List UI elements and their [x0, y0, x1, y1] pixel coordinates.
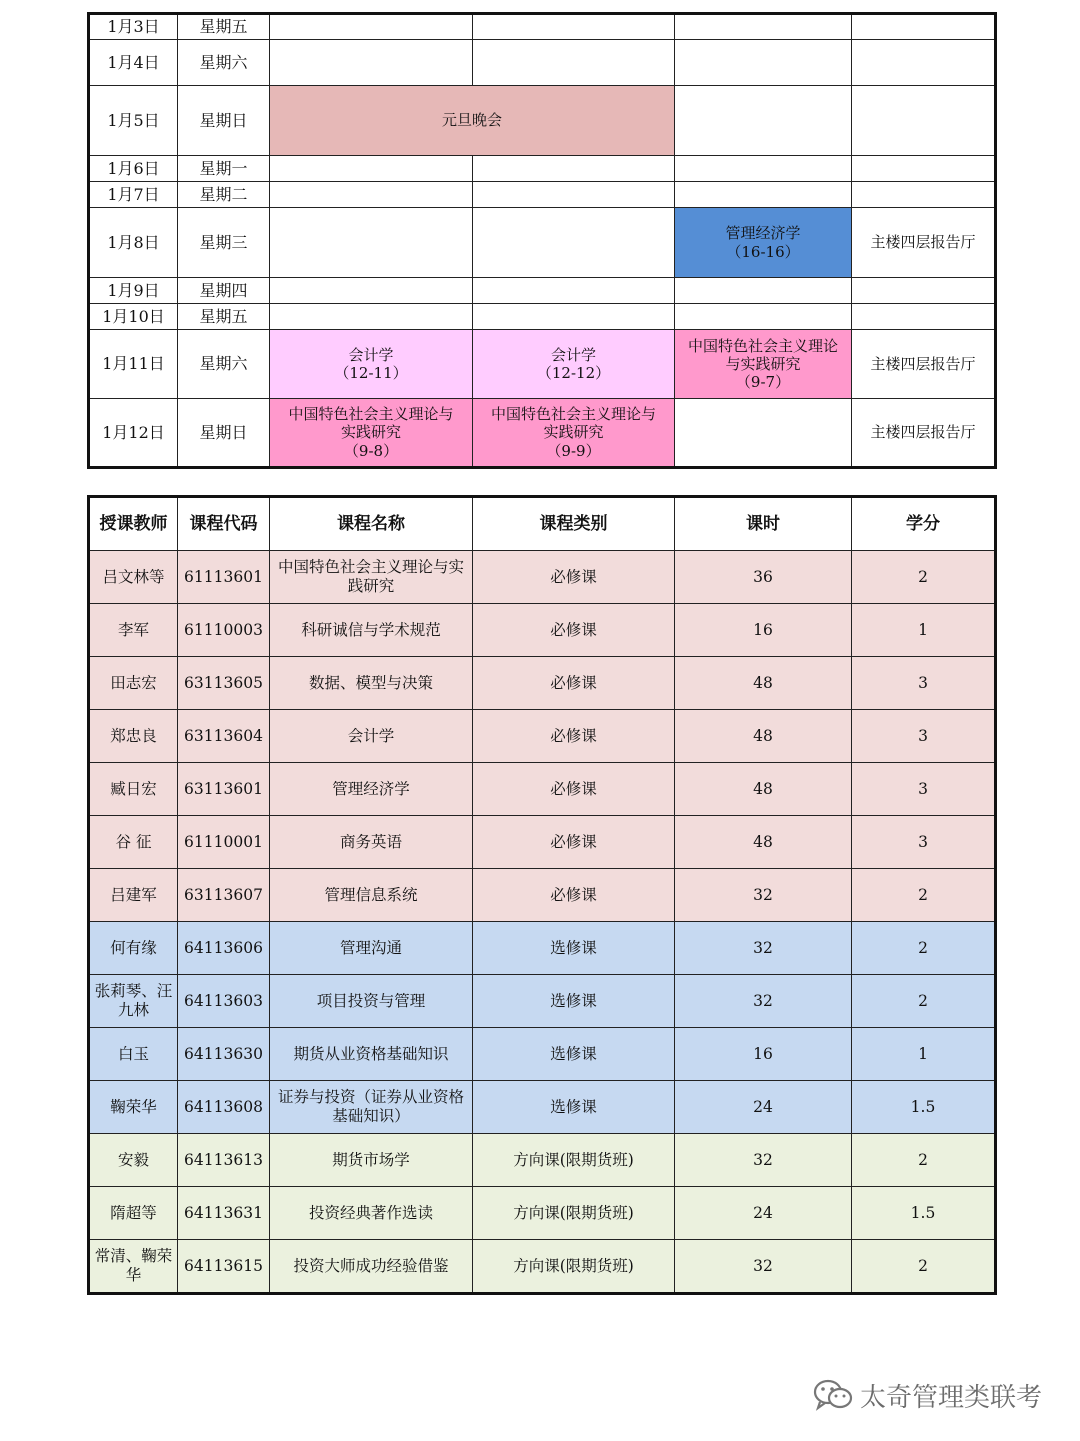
teacher-cell: 吕文林等 — [89, 551, 178, 604]
hours-cell: 32 — [675, 922, 852, 975]
credits-cell: 2 — [852, 1240, 996, 1294]
course-name-cell: 项目投资与管理 — [270, 975, 473, 1028]
weekday-cell: 星期六 — [178, 40, 270, 86]
header-name: 课程名称 — [270, 497, 473, 551]
date-cell: 1月12日 — [89, 399, 178, 468]
code-cell: 64113631 — [178, 1187, 270, 1240]
category-cell: 选修课 — [473, 1081, 675, 1134]
table-row — [89, 551, 996, 604]
schedule-row — [89, 156, 996, 182]
schedule-table — [87, 12, 997, 469]
date-cell: 1月11日 — [89, 330, 178, 399]
hours-cell: 48 — [675, 763, 852, 816]
credits-cell: 1.5 — [852, 1187, 996, 1240]
table-row — [89, 657, 996, 710]
teacher-cell: 何有缘 — [89, 922, 178, 975]
course-name-cell: 期货市场学 — [270, 1134, 473, 1187]
wechat-icon — [812, 1378, 854, 1412]
table-row — [89, 869, 996, 922]
course-block-ideology: 中国特色社会主义理论与 实践研究 （9-9） — [473, 399, 675, 468]
header-hours: 课时 — [675, 497, 852, 551]
weekday-cell: 星期一 — [178, 156, 270, 182]
course-block-ideology: 中国特色社会主义理论 与实践研究 （9-7） — [675, 330, 852, 399]
category-cell: 必修课 — [473, 869, 675, 922]
teacher-cell: 常清、鞠荣华 — [89, 1240, 178, 1294]
course-block-accounting: 会计学 （12-11） — [270, 330, 473, 399]
code-cell: 63113605 — [178, 657, 270, 710]
code-cell: 64113613 — [178, 1134, 270, 1187]
schedule-row — [89, 208, 996, 278]
category-cell: 方向课(限期货班) — [473, 1134, 675, 1187]
weekday-cell: 星期日 — [178, 399, 270, 468]
course-rows — [89, 551, 996, 1294]
weekday-cell: 星期三 — [178, 208, 270, 278]
hours-cell: 16 — [675, 604, 852, 657]
credits-cell: 1.5 — [852, 1081, 996, 1134]
teacher-cell: 臧日宏 — [89, 763, 178, 816]
hours-cell: 48 — [675, 816, 852, 869]
category-cell: 选修课 — [473, 922, 675, 975]
course-list-table — [87, 495, 997, 1295]
teacher-cell: 白玉 — [89, 1028, 178, 1081]
location-cell: 主楼四层报告厅 — [852, 399, 996, 468]
course-name-cell: 期货从业资格基础知识 — [270, 1028, 473, 1081]
date-cell: 1月4日 — [89, 40, 178, 86]
code-cell: 61110001 — [178, 816, 270, 869]
teacher-cell: 郑忠良 — [89, 710, 178, 763]
date-cell: 1月5日 — [89, 86, 178, 156]
date-cell: 1月9日 — [89, 278, 178, 304]
header-category: 课程类别 — [473, 497, 675, 551]
code-cell: 61110003 — [178, 604, 270, 657]
category-cell: 必修课 — [473, 763, 675, 816]
category-cell: 必修课 — [473, 710, 675, 763]
weekday-cell: 星期二 — [178, 182, 270, 208]
teacher-cell: 吕建军 — [89, 869, 178, 922]
course-name-cell: 商务英语 — [270, 816, 473, 869]
header-code: 课程代码 — [178, 497, 270, 551]
course-block-ideology: 中国特色社会主义理论与 实践研究 （9-8） — [270, 399, 473, 468]
location-cell: 主楼四层报告厅 — [852, 330, 996, 399]
table-row — [89, 710, 996, 763]
schedule-row — [89, 86, 996, 156]
table-row — [89, 1028, 996, 1081]
schedule-row — [89, 182, 996, 208]
teacher-cell: 李军 — [89, 604, 178, 657]
credits-cell: 1 — [852, 604, 996, 657]
table-row — [89, 975, 996, 1028]
teacher-cell: 张莉琴、汪九林 — [89, 975, 178, 1028]
teacher-cell: 谷 征 — [89, 816, 178, 869]
table-row — [89, 1134, 996, 1187]
credits-cell: 2 — [852, 975, 996, 1028]
table-row — [89, 922, 996, 975]
category-cell: 必修课 — [473, 604, 675, 657]
table-row — [89, 763, 996, 816]
code-cell: 64113606 — [178, 922, 270, 975]
teacher-cell: 安毅 — [89, 1134, 178, 1187]
credits-cell: 1 — [852, 1028, 996, 1081]
hours-cell: 32 — [675, 1134, 852, 1187]
course-name-cell: 科研诚信与学术规范 — [270, 604, 473, 657]
credits-cell: 3 — [852, 657, 996, 710]
weekday-cell: 星期六 — [178, 330, 270, 399]
hours-cell: 48 — [675, 710, 852, 763]
event-gala: 元旦晚会 — [270, 86, 675, 156]
code-cell: 63113604 — [178, 710, 270, 763]
schedule-row — [89, 40, 996, 86]
date-cell: 1月7日 — [89, 182, 178, 208]
watermark — [812, 1375, 1042, 1415]
schedule-row — [89, 399, 996, 468]
course-name-cell: 投资经典著作选读 — [270, 1187, 473, 1240]
hours-cell: 48 — [675, 657, 852, 710]
date-cell: 1月10日 — [89, 304, 178, 330]
credits-cell: 2 — [852, 551, 996, 604]
table-row — [89, 1187, 996, 1240]
code-cell: 64113630 — [178, 1028, 270, 1081]
category-cell: 选修课 — [473, 1028, 675, 1081]
course-name-cell: 会计学 — [270, 710, 473, 763]
code-cell: 64113608 — [178, 1081, 270, 1134]
location-cell: 主楼四层报告厅 — [852, 208, 996, 278]
date-cell: 1月8日 — [89, 208, 178, 278]
course-name-cell: 中国特色社会主义理论与实践研究 — [270, 551, 473, 604]
code-cell: 63113607 — [178, 869, 270, 922]
watermark-text: 太奇管理类联考 — [860, 1382, 1043, 1413]
credits-cell: 2 — [852, 1134, 996, 1187]
course-block-accounting: 会计学 （12-12） — [473, 330, 675, 399]
teacher-cell: 田志宏 — [89, 657, 178, 710]
course-name-cell: 数据、模型与决策 — [270, 657, 473, 710]
course-header-row — [89, 497, 996, 551]
hours-cell: 16 — [675, 1028, 852, 1081]
hours-cell: 36 — [675, 551, 852, 604]
teacher-cell: 鞠荣华 — [89, 1081, 178, 1134]
weekday-cell: 星期五 — [178, 14, 270, 40]
teacher-cell: 隋超等 — [89, 1187, 178, 1240]
category-cell: 必修课 — [473, 816, 675, 869]
weekday-cell: 星期四 — [178, 278, 270, 304]
hours-cell: 32 — [675, 1240, 852, 1294]
table-row — [89, 1081, 996, 1134]
code-cell: 61113601 — [178, 551, 270, 604]
weekday-cell: 星期五 — [178, 304, 270, 330]
category-cell: 必修课 — [473, 551, 675, 604]
header-credits: 学分 — [852, 497, 996, 551]
category-cell: 选修课 — [473, 975, 675, 1028]
weekday-cell: 星期日 — [178, 86, 270, 156]
category-cell: 方向课(限期货班) — [473, 1240, 675, 1294]
credits-cell: 2 — [852, 869, 996, 922]
table-row — [89, 604, 996, 657]
hours-cell: 32 — [675, 869, 852, 922]
hours-cell: 24 — [675, 1081, 852, 1134]
credits-cell: 3 — [852, 710, 996, 763]
credits-cell: 3 — [852, 763, 996, 816]
code-cell: 63113601 — [178, 763, 270, 816]
course-name-cell: 证券与投资（证券从业资格基础知识） — [270, 1081, 473, 1134]
code-cell: 64113615 — [178, 1240, 270, 1294]
course-name-cell: 投资大师成功经验借鉴 — [270, 1240, 473, 1294]
course-block-mgmt-econ: 管理经济学 （16-16） — [675, 208, 852, 278]
header-teacher: 授课教师 — [89, 497, 178, 551]
schedule-row — [89, 304, 996, 330]
category-cell: 必修课 — [473, 657, 675, 710]
credits-cell: 3 — [852, 816, 996, 869]
category-cell: 方向课(限期货班) — [473, 1187, 675, 1240]
schedule-row — [89, 330, 996, 399]
course-name-cell: 管理信息系统 — [270, 869, 473, 922]
hours-cell: 32 — [675, 975, 852, 1028]
course-name-cell: 管理经济学 — [270, 763, 473, 816]
date-cell: 1月6日 — [89, 156, 178, 182]
table-row — [89, 1240, 996, 1294]
table-row — [89, 816, 996, 869]
schedule-row — [89, 278, 996, 304]
hours-cell: 24 — [675, 1187, 852, 1240]
date-cell: 1月3日 — [89, 14, 178, 40]
course-name-cell: 管理沟通 — [270, 922, 473, 975]
schedule-row — [89, 14, 996, 40]
credits-cell: 2 — [852, 922, 996, 975]
code-cell: 64113603 — [178, 975, 270, 1028]
